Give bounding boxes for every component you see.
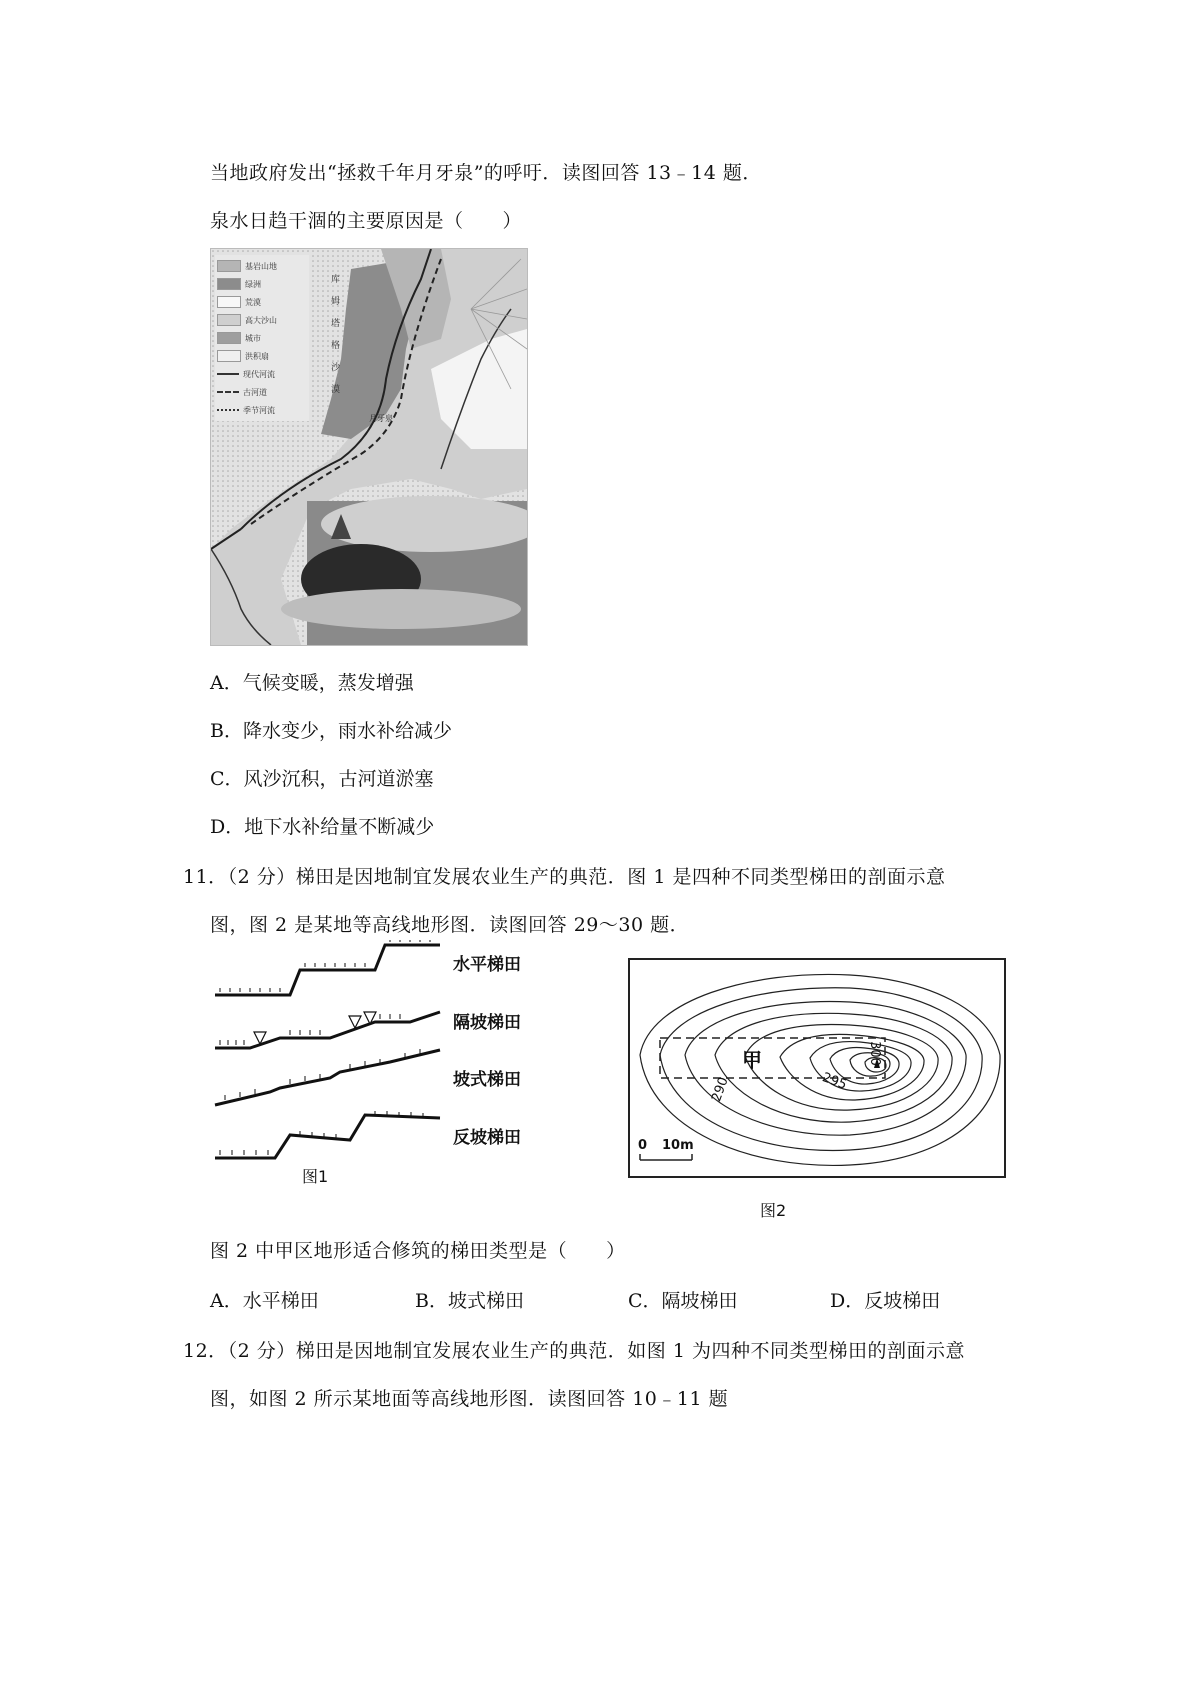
figure-1-terraces <box>210 940 580 1185</box>
contour-label-290: 290 <box>709 1075 732 1104</box>
question-11-line1: 11．（2 分）梯田是因地制宜发展农业生产的典范．图 1 是四种不同类型梯田的剖面示意 <box>183 866 946 888</box>
q11-option-c: C．隔坡梯田 <box>628 1290 738 1312</box>
question-12-line1: 12．（2 分）梯田是因地制宜发展农业生产的典范．如图 1 为四种不同类型梯田的剖面示意 <box>183 1340 965 1362</box>
figure-1-caption: 图1 <box>302 1167 329 1186</box>
q11-option-d: D．反坡梯田 <box>830 1290 941 1312</box>
question-12-line2: 图，如图 2 所示某地面等高线地形图．读图回答 10﹣11 题 <box>210 1388 729 1410</box>
legend-item: 洪积扇 <box>217 347 307 365</box>
label-slope-separated-terrace: 隔坡梯田 <box>453 1013 521 1033</box>
contour-label-295: 295 <box>820 1070 849 1093</box>
terrace-profiles <box>210 940 580 1185</box>
spring-label: 月牙泉 <box>369 414 393 423</box>
scale-zero: 0 <box>638 1138 648 1153</box>
label-horizontal-terrace: 水平梯田 <box>453 955 521 975</box>
contour-label-300: 300 <box>866 1041 882 1066</box>
intro-line: 当地政府发出“拯救千年月牙泉”的呼吁．读图回答 13﹣14 题． <box>210 162 762 184</box>
option-b: B．降水变少，雨水补给减少 <box>210 720 452 742</box>
option-a: A．气候变暖，蒸发增强 <box>210 672 414 694</box>
question-11-stem: 图 2 中甲区地形适合修筑的梯田类型是（ ） <box>210 1240 626 1262</box>
legend-item: 高大沙山 <box>217 311 307 329</box>
legend-item: 基岩山地 <box>217 257 307 275</box>
question-10-stem: 泉水日趋干涸的主要原因是（ ） <box>210 210 523 232</box>
legend-item: 城市 <box>217 329 307 347</box>
map-legend <box>215 255 309 421</box>
figure-2-contour-map <box>628 958 1006 1178</box>
legend-item: 绿洲 <box>217 275 307 293</box>
legend-item: 古河道 <box>217 383 307 401</box>
legend-item: 季节河流 <box>217 401 307 419</box>
option-d: D．地下水补给量不断减少 <box>210 816 435 838</box>
q11-option-a: A．水平梯田 <box>210 1290 319 1312</box>
label-sloping-terrace: 坡式梯田 <box>453 1070 521 1090</box>
option-c: C．风沙沉积，古河道淤塞 <box>210 768 434 790</box>
question-11-line2: 图，图 2 是某地等高线地形图．读图回答 29～30 题． <box>210 914 690 936</box>
q11-option-b: B．坡式梯田 <box>415 1290 524 1312</box>
figure-2-caption: 图2 <box>760 1201 787 1220</box>
legend-item: 荒漠 <box>217 293 307 311</box>
legend-item: 现代河流 <box>217 365 307 383</box>
crescent-spring-map <box>210 248 528 646</box>
scale-unit: 10m <box>662 1138 694 1153</box>
area-jia-label: 甲 <box>742 1048 762 1072</box>
desert-label: 库 姆 塔 格 沙 漠 <box>331 275 341 395</box>
label-reverse-slope-terrace: 反坡梯田 <box>453 1128 521 1148</box>
